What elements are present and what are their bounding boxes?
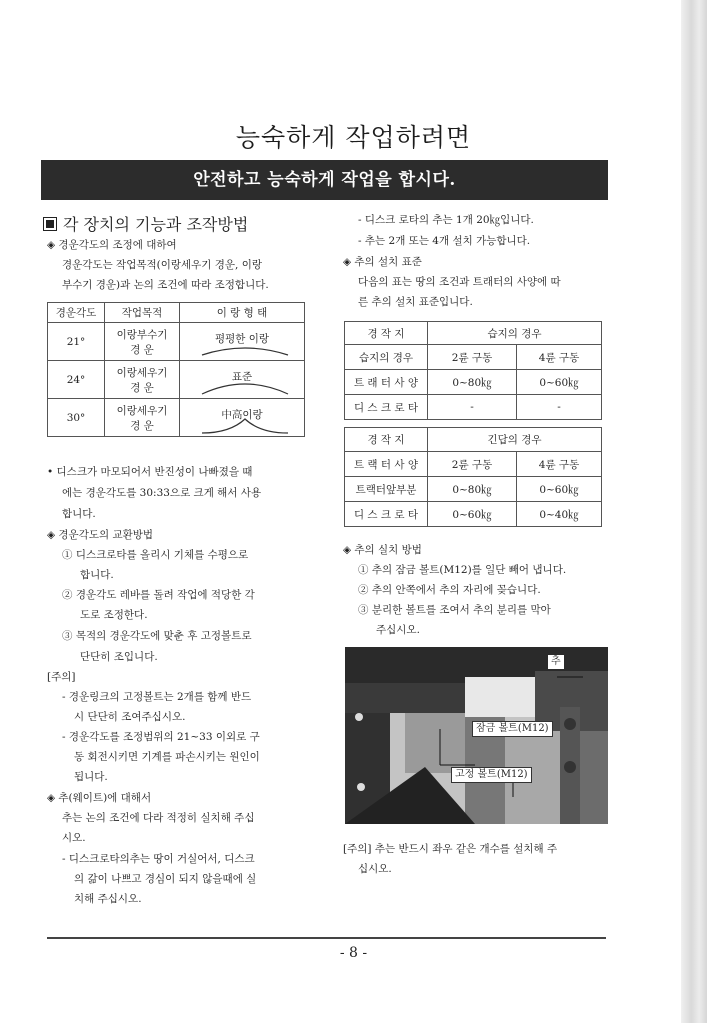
table-cell: 0~60㎏ [517, 477, 602, 502]
table-header: 긴답의 경우 [428, 428, 602, 452]
table-header: 경 작 지 [345, 428, 428, 452]
angle-heading: ◈ 경운각도의 조정에 대하여 [47, 239, 177, 251]
table-cell: 디 스 크 로 타 [345, 502, 428, 527]
table-cell: - [428, 395, 517, 420]
table-cell: 0~60㎏ [428, 502, 517, 527]
note-line: 동 회전시키면 기계를 파손시키는 원인이 [74, 751, 260, 763]
angle-cell: 30° [48, 399, 105, 437]
table-cell: 4륜 구동 [517, 452, 602, 477]
note-line: - 경운링크의 고정볼트는 2개를 함께 반드 [62, 691, 252, 703]
disk-wear-note: • 디스크가 마모되어서 반진성이 나빠졌을 때 [47, 466, 253, 478]
table-cell: 2륜 구동 [428, 452, 517, 477]
standard-desc: 른 추의 설치 표준입니다. [358, 296, 473, 308]
dry-field-table [344, 427, 602, 527]
shape-label: 中高이랑 [221, 409, 263, 421]
table-row [345, 395, 602, 420]
angle-desc-line: 경운각도는 작업목적(이랑세우기 경운, 이랑 [62, 259, 263, 271]
shape-cell [180, 361, 305, 399]
disk-wear-note: 에는 경운각도를 30:33으로 크게 해서 사용 [62, 487, 262, 499]
change-step: ② 경운각도 레바를 돌려 작업에 적당한 각 [62, 589, 255, 601]
angle-table-header: 작업목적 [105, 303, 180, 323]
table-cell: 트 래 터 사 양 [345, 370, 428, 395]
install-step: ① 추의 잠금 볼트(M12)를 일단 빼어 냅니다. [358, 564, 567, 576]
note-line: 시 단단히 조여주십시오. [74, 711, 186, 723]
wet-field-table [344, 321, 602, 420]
weight-info-line: - 디스크 로타의 추는 1개 20㎏입니다. [358, 214, 534, 226]
section-heading-text: 각 장치의 기능과 조작방법 [63, 215, 249, 234]
weight-info-line: - 추는 2개 또는 4개 설치 가능합니다. [358, 235, 531, 247]
table-cell: 0~40㎏ [517, 502, 602, 527]
weight-line: 의 갊이 나쁘고 경심이 되지 않을때에 실 [74, 873, 257, 885]
table-row [345, 477, 602, 502]
table-cell: 0~80㎏ [428, 477, 517, 502]
caution-line: [주의] 추는 반드시 좌우 같은 개수를 설치해 주 [343, 843, 558, 855]
purpose-line: 이랑세우기 [116, 366, 168, 379]
angle-table-header: 경운각도 [48, 303, 105, 323]
page-number: - 8 - [339, 945, 368, 961]
angle-table-header: 이 랑 형 태 [180, 303, 305, 323]
table-cell: 습지의 경우 [345, 345, 428, 370]
disk-wear-note: 합니다. [62, 508, 96, 520]
table-header: 습지의 경우 [428, 322, 602, 345]
angle-cell: 21° [48, 323, 105, 361]
fix-bolt-label: 고정 볼트(M12) [451, 767, 532, 783]
note-label: [주의] [47, 671, 76, 683]
table-cell: - [517, 395, 602, 420]
section-banner: 안전하고 능숙하게 작업을 합시다. [41, 160, 608, 200]
weight-line: 치해 주십시오. [74, 893, 142, 905]
purpose-cell [105, 399, 180, 437]
weight-line: - 디스크로타의추는 땅이 거실어서, 디스크 [62, 853, 255, 865]
purpose-line: 경 운 [130, 343, 154, 356]
table-cell: 트 랙 터 사 양 [345, 452, 428, 477]
angle-table-row [48, 361, 305, 399]
change-step: 도로 조정한다. [80, 609, 148, 621]
weight-label: 추 [548, 655, 564, 669]
note-line: 됩니다. [74, 771, 108, 783]
angle-desc-line: 부수기 경운)과 논의 조건에 따라 조정합니다. [62, 279, 269, 291]
standard-ridge-icon [200, 380, 290, 396]
angle-table-row [48, 399, 305, 437]
high-ridge-icon [200, 417, 290, 435]
change-step: 단단히 조입니다. [80, 651, 158, 663]
install-step: ② 추의 안쪽에서 추의 자리에 꽂습니다. [358, 584, 541, 596]
standard-heading: ◈ 추의 설치 표준 [343, 256, 422, 268]
purpose-line: 경 운 [130, 381, 154, 394]
shape-label: 표준 [231, 371, 253, 383]
table-header: 경 작 지 [345, 322, 428, 345]
table-cell: 트랙터앞부분 [345, 477, 428, 502]
purpose-line: 경 운 [130, 419, 154, 432]
shape-cell [180, 399, 305, 437]
change-step: 합니다. [80, 569, 114, 581]
change-step: ③ 목적의 경운각도에 맞춘 후 고정볼트로 [62, 630, 252, 642]
lock-bolt-label: 잠금 볼트(M12) [472, 721, 553, 737]
purpose-cell [105, 361, 180, 399]
flat-ridge-icon [200, 343, 290, 357]
table-cell: 디 스 크 로 타 [345, 395, 428, 420]
table-cell: 4륜 구동 [517, 345, 602, 370]
angle-cell: 24° [48, 361, 105, 399]
caution-line: 십시오. [358, 863, 392, 875]
shape-label: 평평한 이랑 [214, 333, 270, 345]
install-step: 주십시오. [376, 624, 420, 636]
purpose-line: 이랑세우기 [116, 404, 168, 417]
standard-desc: 다음의 표는 땅의 조건과 트래터의 사양에 따 [358, 276, 561, 288]
table-cell: 0~80㎏ [428, 370, 517, 395]
purpose-cell [105, 323, 180, 361]
install-heading: ◈ 추의 실치 방법 [343, 544, 422, 556]
angle-table [47, 302, 305, 437]
note-line: - 경운각도를 조정범위의 21~33 이외로 구 [62, 731, 260, 743]
table-cell: 2륜 구동 [428, 345, 517, 370]
table-row [345, 452, 602, 477]
install-step: ③ 분리한 볼트를 조여서 추의 분리를 막아 [358, 604, 551, 616]
angle-table-row [48, 323, 305, 361]
section-heading [43, 212, 248, 235]
purpose-line: 이랑부수기 [116, 328, 168, 341]
weight-heading: ◈ 추(웨이트)에 대해서 [47, 792, 152, 804]
table-row [345, 345, 602, 370]
weight-line: 추는 논의 조건에 다라 적정히 실치해 주십 [62, 812, 255, 824]
table-row [345, 370, 602, 395]
square-bullet-icon [43, 217, 57, 231]
weight-line: 시오. [62, 832, 86, 844]
footer-rule [47, 937, 606, 939]
shape-cell [180, 323, 305, 361]
table-cell: 0~60㎏ [517, 370, 602, 395]
page-title: 능숙하게 작업하려면 [235, 123, 472, 152]
change-heading: ◈ 경운각도의 교환방법 [47, 529, 154, 541]
table-row [345, 502, 602, 527]
change-step: ① 디스크로타를 올리시 기체를 수평으로 [62, 549, 249, 561]
